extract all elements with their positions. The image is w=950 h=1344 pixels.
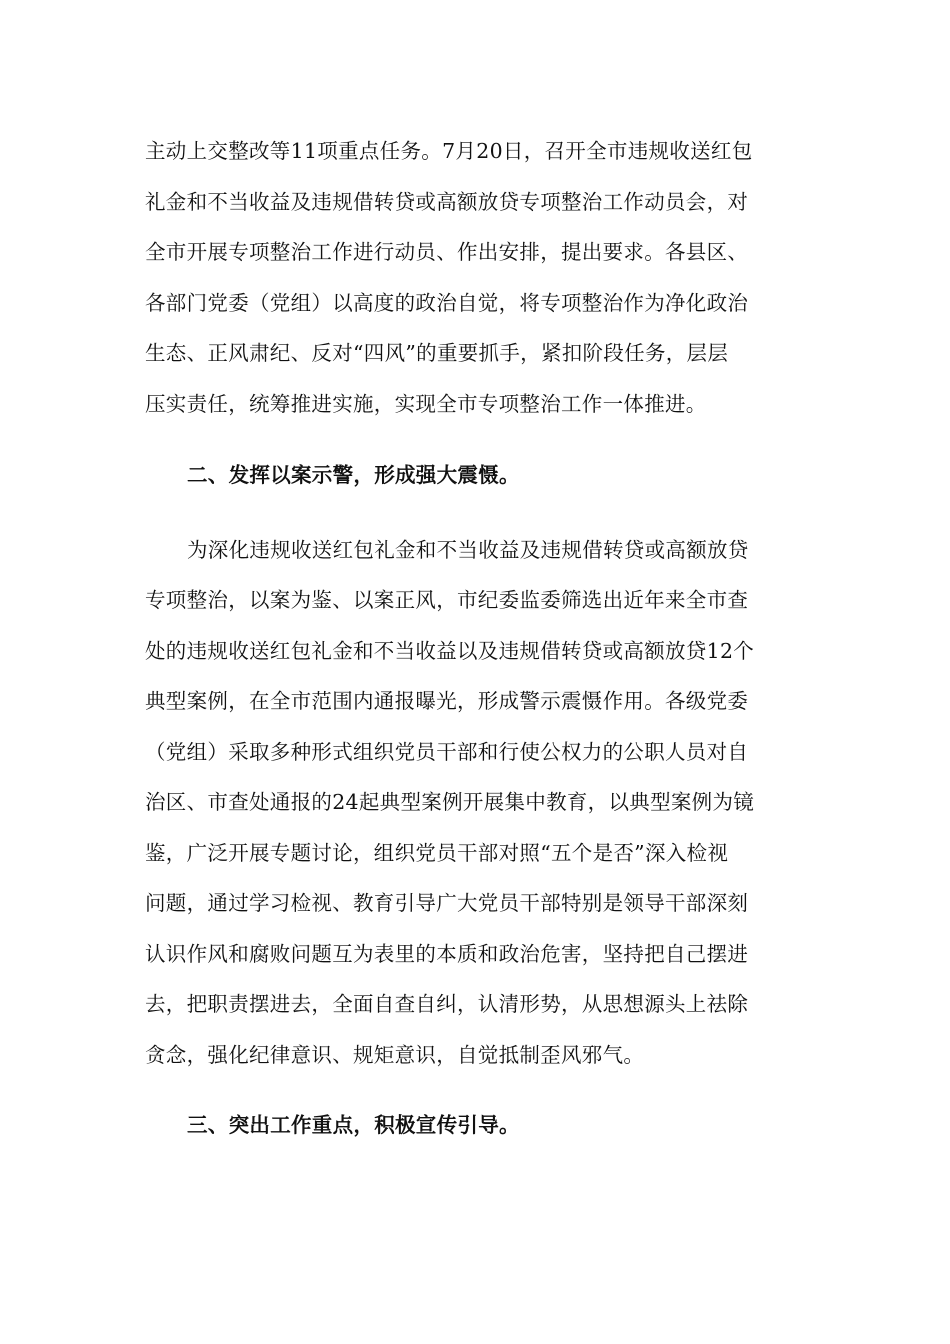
paragraph-2-line: 鉴，广泛开展专题讨论，组织党员干部对照“五个是否”深入检视 [145, 841, 729, 865]
paragraph-2-line: 认识作风和腐败问题互为表里的本质和政治危害，坚持把自己摆进 [145, 942, 749, 966]
paragraph-1-line: 压实责任，统筹推进实施，实现全市专项整治工作一体推进。 [145, 392, 707, 416]
paragraph-2-line: 治区、市查处通报的24起典型案例开展集中教育，以典型案例为镜 [145, 790, 755, 814]
paragraph-2-line: 去，把职责摆进去，全面自查自纠，认清形势，从思想源头上祛除 [145, 992, 749, 1016]
paragraph-2-line: 处的违规收送红包礼金和不当收益以及违规借转贷或高额放贷12个 [145, 639, 755, 663]
paragraph-1-line: 主动上交整改等11项重点任务。7月20日，召开全市违规收送红包 [145, 139, 753, 163]
paragraph-2-line: 贪念，强化纪律意识、规矩意识，自觉抵制歪风邪气。 [145, 1043, 645, 1067]
section-heading-2: 二、发挥以案示警，形成强大震慑。 [187, 463, 520, 487]
paragraph-2-line: 专项整治，以案为鉴、以案正风，市纪委监委筛选出近年来全市查 [145, 588, 749, 612]
paragraph-1-line: 生态、正风肃纪、反对“四风”的重要抓手，紧扣阶段任务，层层 [145, 341, 729, 365]
paragraph-2-line: 问题，通过学习检视、教育引导广大党员干部特别是领导干部深刻 [145, 891, 749, 915]
paragraph-1-line: 各部门党委（党组）以高度的政治自觉，将专项整治作为净化政治 [145, 291, 749, 315]
paragraph-2-line: 为深化违规收送红包礼金和不当收益及违规借转贷或高额放贷 [187, 538, 749, 562]
paragraph-1-line: 全市开展专项整治工作进行动员、作出安排，提出要求。各县区、 [145, 240, 749, 264]
paragraph-1-line: 礼金和不当收益及违规借转贷或高额放贷专项整治工作动员会，对 [145, 190, 749, 214]
section-heading-3: 三、突出工作重点，积极宣传引导。 [187, 1113, 520, 1137]
paragraph-2-line: 典型案例，在全市范围内通报曝光，形成警示震慑作用。各级党委 [145, 689, 749, 713]
paragraph-2-line: （党组）采取多种形式组织党员干部和行使公权力的公职人员对自 [145, 740, 749, 764]
